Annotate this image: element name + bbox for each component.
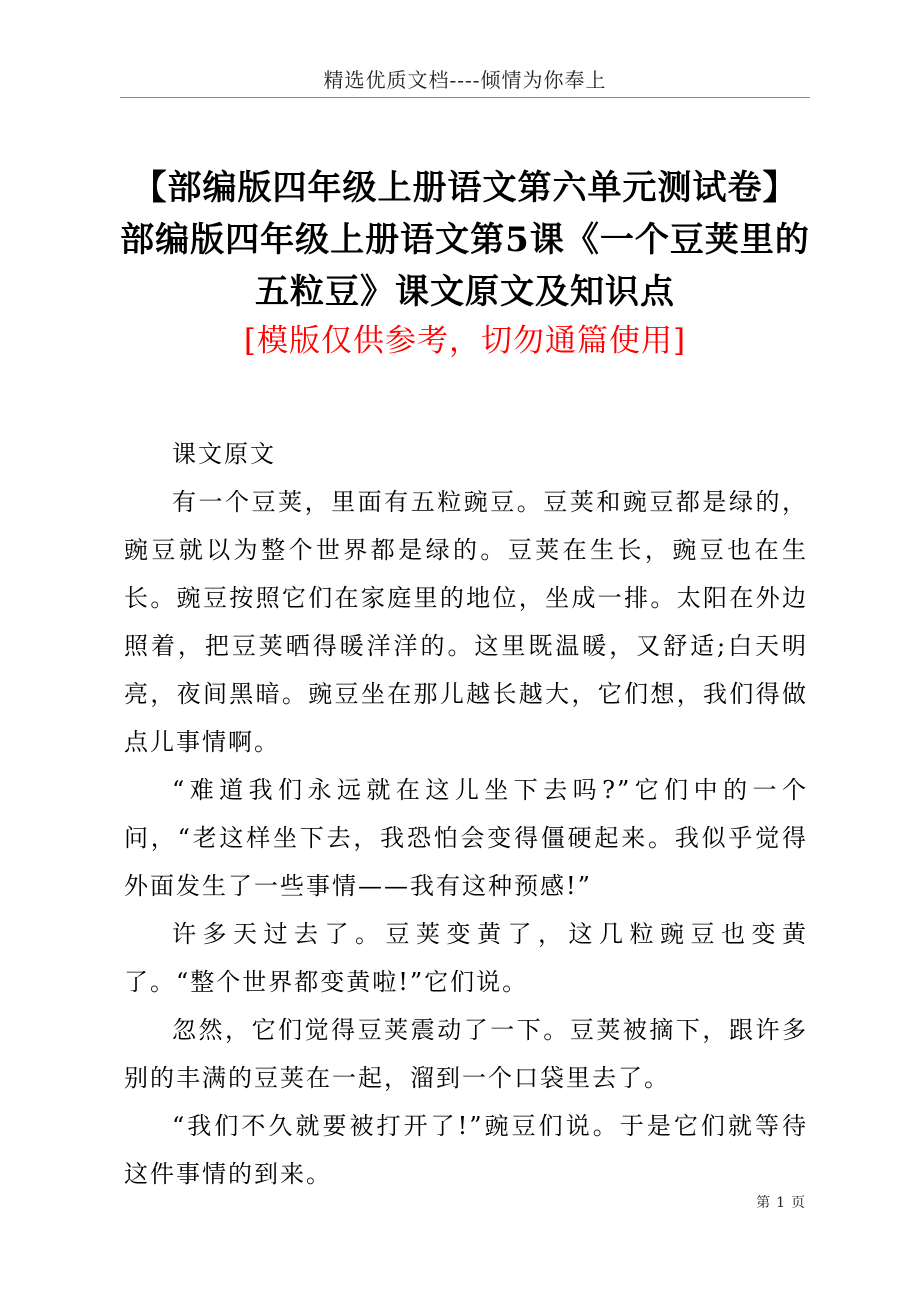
template-notice: [模版仅供参考，切勿通篇使用] — [243, 323, 687, 359]
document-title: 【部编版四年级上册语文第六单元测试卷】部编版四年级上册语文第5课《一个豆荚里的五粒豆》课文原文及知识点 — [120, 168, 810, 312]
page-label-prefix: 第 — [756, 1195, 771, 1211]
paragraph: 有一个豆荚，里面有五粒豌豆。豆荚和豌豆都是绿的，豌豆就以为整个世界都是绿的。豆荚在生长，豌豆也在生长。豌豆按照它们在家庭里的地位，坐成一排。太阳在外边照着，把豆荚晒得暖洋洋的。这里既温暖，又舒适;白天明亮，夜间黑暗。豌豆坐在那儿越长越大，它们想，我们得做点儿事情啊。 — [124, 488, 808, 756]
page-label-suffix: 页 — [791, 1195, 805, 1211]
document-body — [124, 430, 808, 1198]
paragraph: 许多天过去了。豆荚变黄了，这几粒豌豆也变黄了。“整个世界都变黄啦!”它们说。 — [124, 920, 808, 996]
paragraph: “我们不久就要被打开了!”豌豆们说。于是它们就等待这件事情的到来。 — [124, 1112, 808, 1188]
paragraph: “难道我们永远就在这儿坐下去吗?”它们中的一个问，“老这样坐下去，我恐怕会变得僵硬起来。我似乎觉得外面发生了一些事情——我有这种预感!” — [124, 776, 808, 900]
section-heading: 课文原文 — [172, 440, 276, 468]
page-header: 精选优质文档----倾情为你奉上 — [323, 68, 607, 92]
page-number: 1 — [776, 1195, 785, 1211]
paragraph: 忽然，它们觉得豆荚震动了一下。豆荚被摘下，跟许多别的丰满的豆荚在一起，溜到一个口袋里去了。 — [124, 1016, 808, 1092]
page-footer — [753, 1193, 808, 1213]
header-divider — [120, 97, 810, 98]
